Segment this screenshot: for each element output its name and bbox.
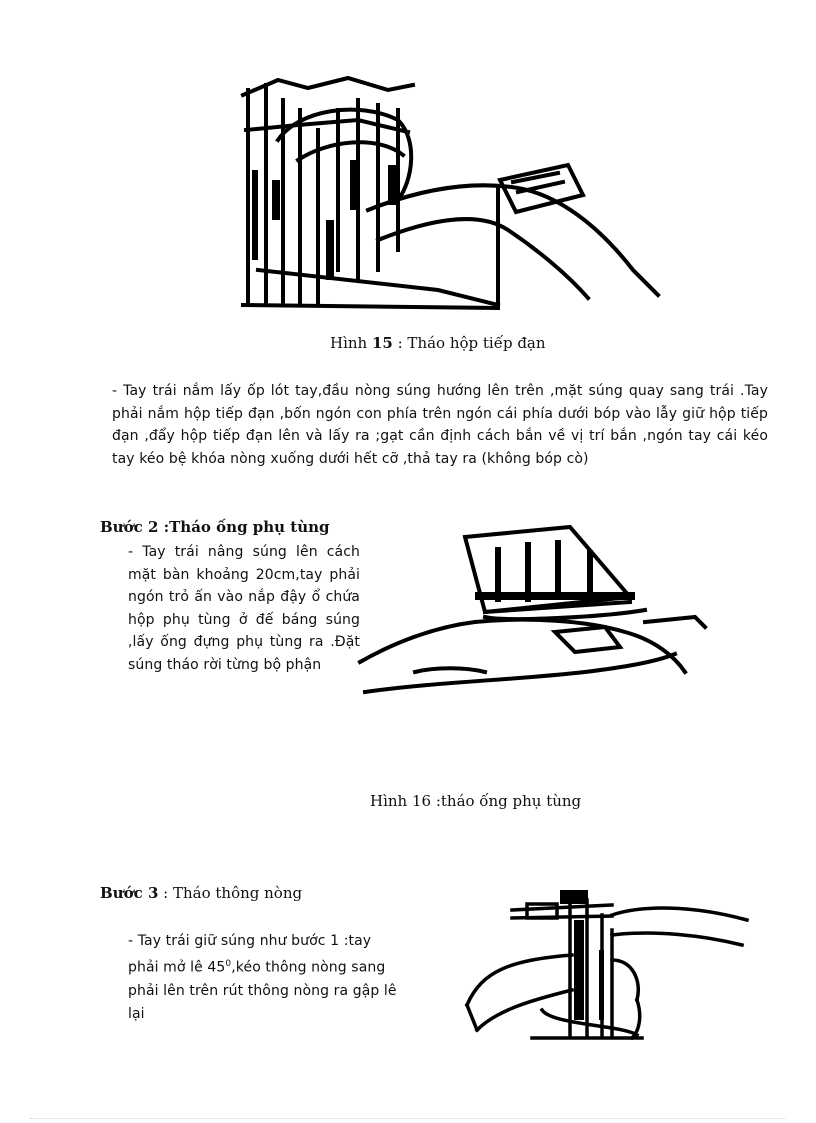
page-footer-divider — [30, 1118, 786, 1119]
figure-step-3-illustration — [462, 890, 757, 1040]
step-3-text-start: - Tay trái giữ súng như bước 1 :tay phải mở lê 45 — [128, 933, 372, 976]
step-3-paragraph — [128, 930, 398, 1026]
caption-text: : Tháo hộp tiếp đạn — [392, 334, 546, 352]
step-2-heading — [100, 518, 330, 536]
figure-15-paragraph: - Tay trái nắm lấy ốp lót tay,đầu nòng súng hướng lên trên ,mặt súng quay sang trái .Tay phải nắm hộp tiếp đạn ,bốn ngón con phía trên ngón cái phía dưới bóp vào lẫy giữ hộp tiếp đạn ,đẩy hộp tiếp đạn lên và lấy ra ;gạt cần định cách bắn về vị trí bắn ,ngón tay cái kéo tay kéo bệ khóa nòng xuống dưới hết cỡ ,thả tay ra (không bóp cò) — [112, 383, 768, 467]
step-2-prefix: Bước — [100, 518, 148, 536]
figure-15-caption — [330, 334, 546, 352]
step-2-number: 2 — [147, 518, 159, 536]
step-3-text-end: ,kéo thông nòng sang phải lên trên rút thông nòng ra gập lê lại — [128, 959, 397, 1022]
step-3-number: 3 — [147, 884, 159, 902]
step-2-paragraph: - Tay trái nâng súng lên cách mặt bàn khoảng 20cm,tay phải ngón trỏ ấn vào nắp đậy ổ chứa hộp phụ tùng ở đế báng súng ,lấy ống đựng phụ tùng ra .Đặt súng tháo rời từng bộ phận — [128, 544, 360, 673]
step-3-prefix: Bước — [100, 884, 148, 902]
figure-16-caption: Hình 16 :tháo ống phụ tùng — [370, 792, 582, 810]
step-3-title: : Tháo thông nòng — [158, 884, 303, 902]
step-2-title: :Tháo ống phụ tùng — [158, 518, 330, 536]
caption-prefix: Hình — [330, 334, 372, 352]
figure-15-illustration — [238, 70, 668, 310]
caption-number: 15 — [371, 334, 393, 352]
step-3-heading — [100, 884, 302, 902]
figure-16-illustration — [355, 522, 715, 697]
degree-superscript: 0 — [225, 959, 232, 969]
